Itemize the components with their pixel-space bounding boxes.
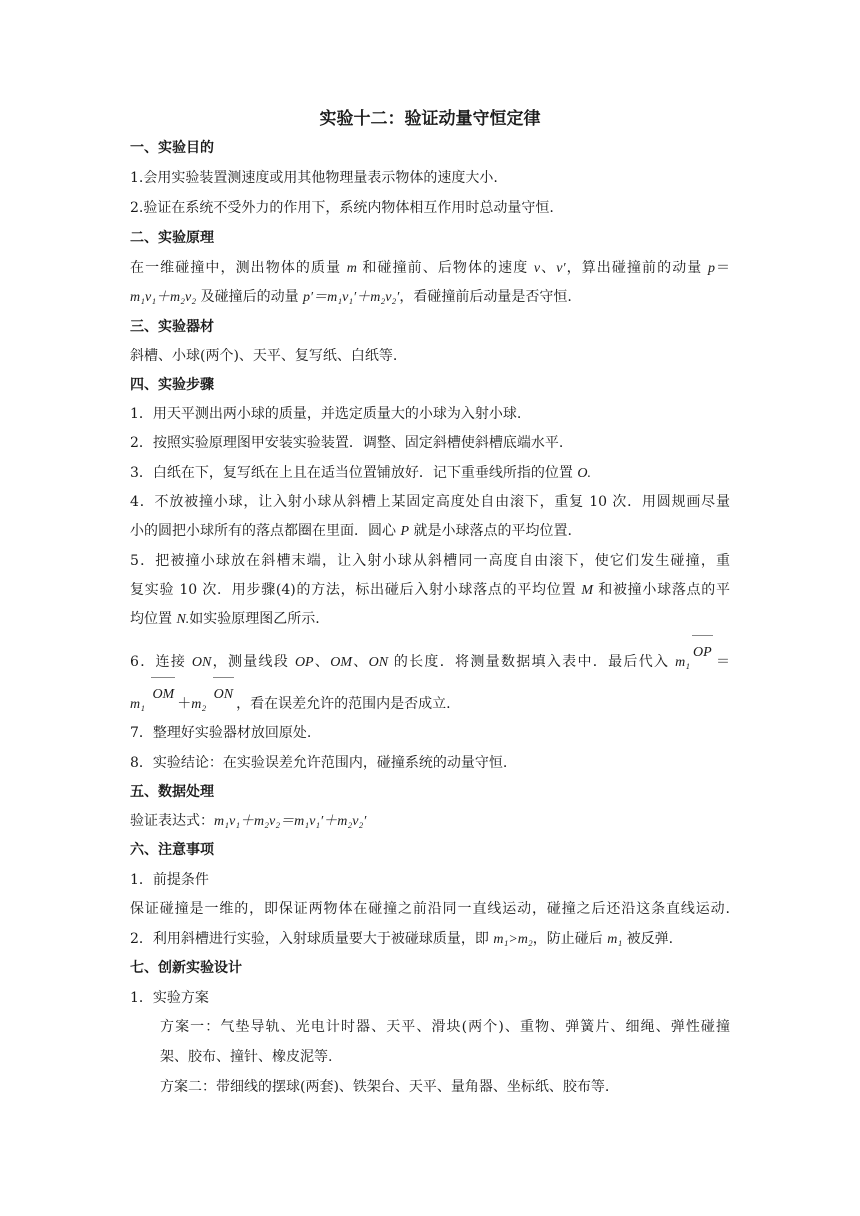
scheme-2: 方案二：带细线的摆球(两套)、铁架台、天平、量角器、坐标纸、胶布等.: [160, 1079, 610, 1095]
note-1: 1．前提条件: [130, 872, 209, 888]
step-5-line-3: 均位置 N.如实验原理图乙所示.: [130, 611, 320, 627]
page-title: 实验十二：验证动量守恒定律: [319, 109, 541, 129]
step-8: 8．实验结论：在实验误差允许范围内，碰撞系统的动量守恒.: [130, 755, 508, 771]
principle-line-1: 在一维碰撞中，测出物体的质量 m 和碰撞前、后物体的速度 v、v′，算出碰撞前的动量 p＝: [130, 260, 731, 276]
vector-om: OM: [149, 685, 177, 705]
step-5-line-1: 5．把被撞小球放在斜槽末端，让入射小球从斜槽同一高度自由滚下，使它们发生碰撞，重: [130, 553, 730, 569]
purpose-item-1: 1.会用实验装置测速度或用其他物理量表示物体的速度大小.: [130, 170, 498, 186]
note-2: 2．利用斜槽进行实验，入射球质量要大于被碰球质量，即 m₁>m₂，防止碰后 m₁ 被反弹.: [130, 931, 674, 947]
step-7: 7．整理好实验器材放回原处.: [130, 725, 312, 741]
verification-expression: 验证表达式：m₁v₁＋m₂v₂＝m₁v₁′＋m₂v₂′: [130, 813, 367, 829]
section-heading-data: 五、数据处理: [130, 784, 214, 800]
step-2: 2．按照实验原理图甲安装实验装置．调整、固定斜槽使斜槽底端水平.: [130, 435, 564, 451]
section-heading-notes: 六、注意事项: [130, 842, 214, 858]
section-heading-purpose: 一、实验目的: [130, 140, 214, 156]
principle-line-2: m₁v₁＋m₂v₂ 及碰撞后的动量 p′＝m₁v₁′＋m₂v₂′，看碰撞前后动量是否守恒.: [130, 289, 572, 305]
section-heading-principle: 二、实验原理: [130, 230, 214, 246]
vector-op: OP: [690, 643, 715, 663]
step-6-line-1: 6．连接 ON，测量线段 OP、OM、ON 的长度．将测量数据填入表中．最后代入 m₁OP＝: [130, 645, 731, 670]
section-heading-steps: 四、实验步骤: [130, 377, 214, 393]
section-heading-innovation: 七、创新实验设计: [130, 960, 242, 976]
section-heading-equipment: 三、实验器材: [130, 319, 214, 335]
vector-on: ON: [211, 685, 236, 705]
purpose-item-2: 2.验证在系统不受外力的作用下，系统内物体相互作用时总动量守恒.: [130, 200, 554, 216]
step-6-line-2: m₁ OM＋m₂ ON，看在误差允许的范围内是否成立.: [130, 687, 451, 712]
equipment-list: 斜槽、小球(两个)、天平、复写纸、白纸等.: [130, 348, 398, 364]
step-4-line-1: 4．不放被撞小球，让入射小球从斜槽上某固定高度处自由滚下，重复 10 次．用圆规画尽量: [130, 494, 730, 510]
step-1: 1．用天平测出两小球的质量，并选定质量大的小球为入射小球.: [130, 406, 522, 422]
note-1-body: 保证碰撞是一维的，即保证两物体在碰撞之前沿同一直线运动，碰撞之后还沿这条直线运动.: [130, 901, 730, 917]
step-3: 3．白纸在下，复写纸在上且在适当位置铺放好．记下重垂线所指的位置 O.: [130, 465, 591, 481]
scheme-1-line-2: 架、胶布、撞针、橡皮泥等.: [160, 1049, 333, 1065]
step-5-line-2: 复实验 10 次．用步骤(4)的方法，标出碰后入射小球落点的平均位置 M 和被撞小球落点的平: [130, 582, 730, 598]
scheme-label: 1．实验方案: [130, 990, 209, 1006]
step-4-line-2: 小的圆把小球所有的落点都圈在里面．圆心 P 就是小球落点的平均位置.: [130, 523, 572, 539]
scheme-1-line-1: 方案一：气垫导轨、光电计时器、天平、滑块(两个)、重物、弹簧片、细绳、弹性碰撞: [160, 1019, 730, 1035]
